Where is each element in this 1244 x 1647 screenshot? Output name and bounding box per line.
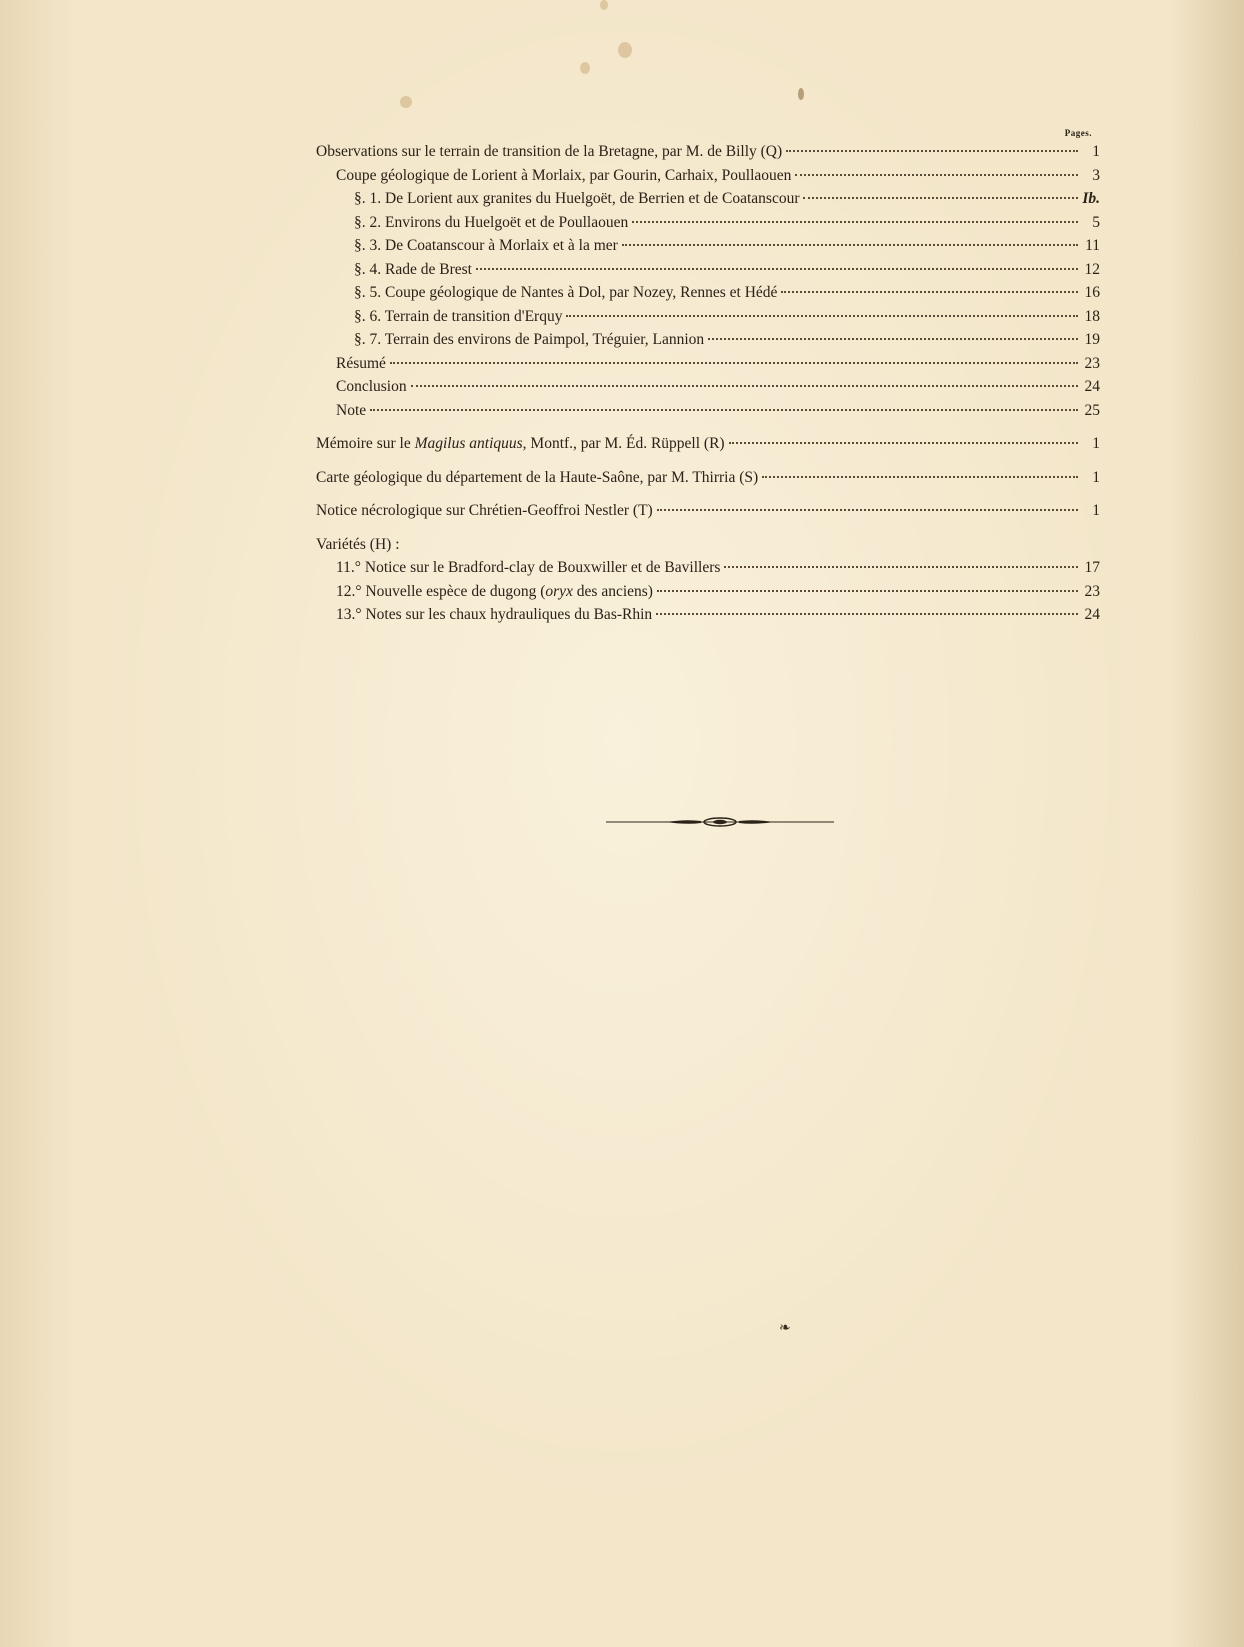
foxing-spot [618,42,632,58]
toc-entry [316,281,1100,305]
title-text: des anciens) [572,582,653,600]
toc-entry-title: §. 1. De Lorient aux granites du Huelgoët, de Berrien et de Coatanscour [354,190,800,207]
dot-leader [657,509,1078,511]
toc-entry-title: Observations sur le terrain de transition de la Bretagne, par M. de Billy (Q) [316,143,783,160]
dot-leader [781,291,1078,293]
toc-entry-page: 18 [1084,307,1100,325]
toc-entry-page: 17 [1084,559,1100,576]
title-italic: Magilus antiquus [414,435,523,452]
toc-entry-title: Conclusion [336,378,407,395]
toc-entry-carte [316,466,1100,490]
toc-entry [316,211,1100,235]
toc-entry [316,399,1100,423]
foxing-spot [400,96,412,108]
dot-leader [370,409,1078,411]
toc-entry-title: Notice nécrologique sur Chrétien-Geoffroi Nestler (T) [316,502,653,519]
toc-entry [316,328,1100,352]
toc-entry-title: §. 7. Terrain des environs de Paimpol, Tréguier, Lannion [354,331,705,348]
toc-entry-notice [316,499,1100,523]
toc-entry [316,234,1100,258]
fleuron-icon: ❧ [779,1321,791,1336]
toc-entry-page: 24 [1084,378,1100,395]
toc-entry [316,140,1100,164]
toc-entry [316,580,1100,604]
toc-entry-title: 11.° Notice sur le Bradford-clay de Bouxwiller et de Bavillers [336,559,721,576]
dot-leader [708,338,1078,340]
dot-leader [632,221,1078,223]
ornamental-rule [606,817,834,827]
toc-entry-title: §. 5. Coupe géologique de Nantes à Dol, par Nozey, Rennes et Hédé [354,284,778,301]
title-text: Mémoire sur le [316,435,415,452]
dot-leader [729,442,1078,444]
dot-leader [411,385,1078,387]
toc-entry [316,305,1100,329]
toc-entry-page: 1 [1092,143,1100,160]
toc-entry-page: 12 [1084,260,1100,278]
toc-entry-page: 5 [1092,213,1100,231]
toc-entry-title [316,432,725,456]
varietes-heading: Variétés (H) : [316,535,400,553]
dot-leader [762,476,1078,478]
toc-entry-page: 1 [1092,435,1100,452]
toc-entry-page: Ib. [1082,190,1100,207]
dot-leader [656,613,1078,615]
toc-entry [316,375,1100,399]
toc-entry-title: Carte géologique du département de la Haute-Saône, par M. Thirria (S) [316,468,759,486]
dot-leader [795,174,1078,176]
title-text: 12.° Nouvelle espèce de dugong ( [336,582,546,600]
foxing-spot [600,0,608,10]
dot-leader [786,150,1078,152]
toc-entry-page: 3 [1092,166,1100,184]
toc-entry [316,164,1100,188]
toc-entry-title: 13.° Notes sur les chaux hydrauliques du Bas-Rhin [336,606,653,623]
toc-entry [316,187,1100,211]
foxing-spot [798,88,804,100]
title-text: , Montf., par M. Éd. Rüppell (R) [522,435,725,452]
dot-leader [803,197,1078,199]
toc-entry [316,352,1100,376]
pages-column-heading: Pages. [1064,128,1092,138]
toc-entry-memoire [316,432,1100,456]
toc-entry-page: 24 [1084,606,1100,623]
toc-entry-title: §. 3. De Coatanscour à Morlaix et à la mer [354,237,618,254]
dot-leader [622,244,1078,246]
toc-entry-page: 19 [1084,331,1100,348]
toc-entry-page: 23 [1084,582,1100,600]
dot-leader [476,268,1078,270]
toc-entry-page: 1 [1092,468,1100,486]
title-italic: oryx [545,582,573,600]
toc-entry-page: 16 [1084,284,1100,301]
foxing-spot [580,62,590,74]
toc-entry-page: 25 [1084,401,1100,419]
dot-leader [657,590,1078,592]
toc-entry-page: 11 [1085,237,1100,254]
toc-entry-title: Note [336,401,367,419]
toc-entry [316,603,1100,627]
toc-entry-page: 23 [1084,354,1100,372]
dot-leader [390,362,1078,364]
toc-entry [316,258,1100,282]
dot-leader [724,566,1078,568]
dot-leader [566,315,1078,317]
toc-entry-title: §. 6. Terrain de transition d'Erquy [354,307,563,325]
toc-entry-title: Résumé [336,354,386,372]
toc-entry-page: 1 [1092,502,1100,519]
toc-entry-title: §. 2. Environs du Huelgoët et de Poullaouen [354,213,629,231]
toc-entry-title: §. 4. Rade de Brest [354,260,472,278]
table-of-contents [316,126,1100,627]
toc-entry-title: Coupe géologique de Lorient à Morlaix, par Gourin, Carhaix, Poullaouen [336,166,792,184]
toc-entry-title [336,580,653,604]
toc-entry [316,556,1100,580]
